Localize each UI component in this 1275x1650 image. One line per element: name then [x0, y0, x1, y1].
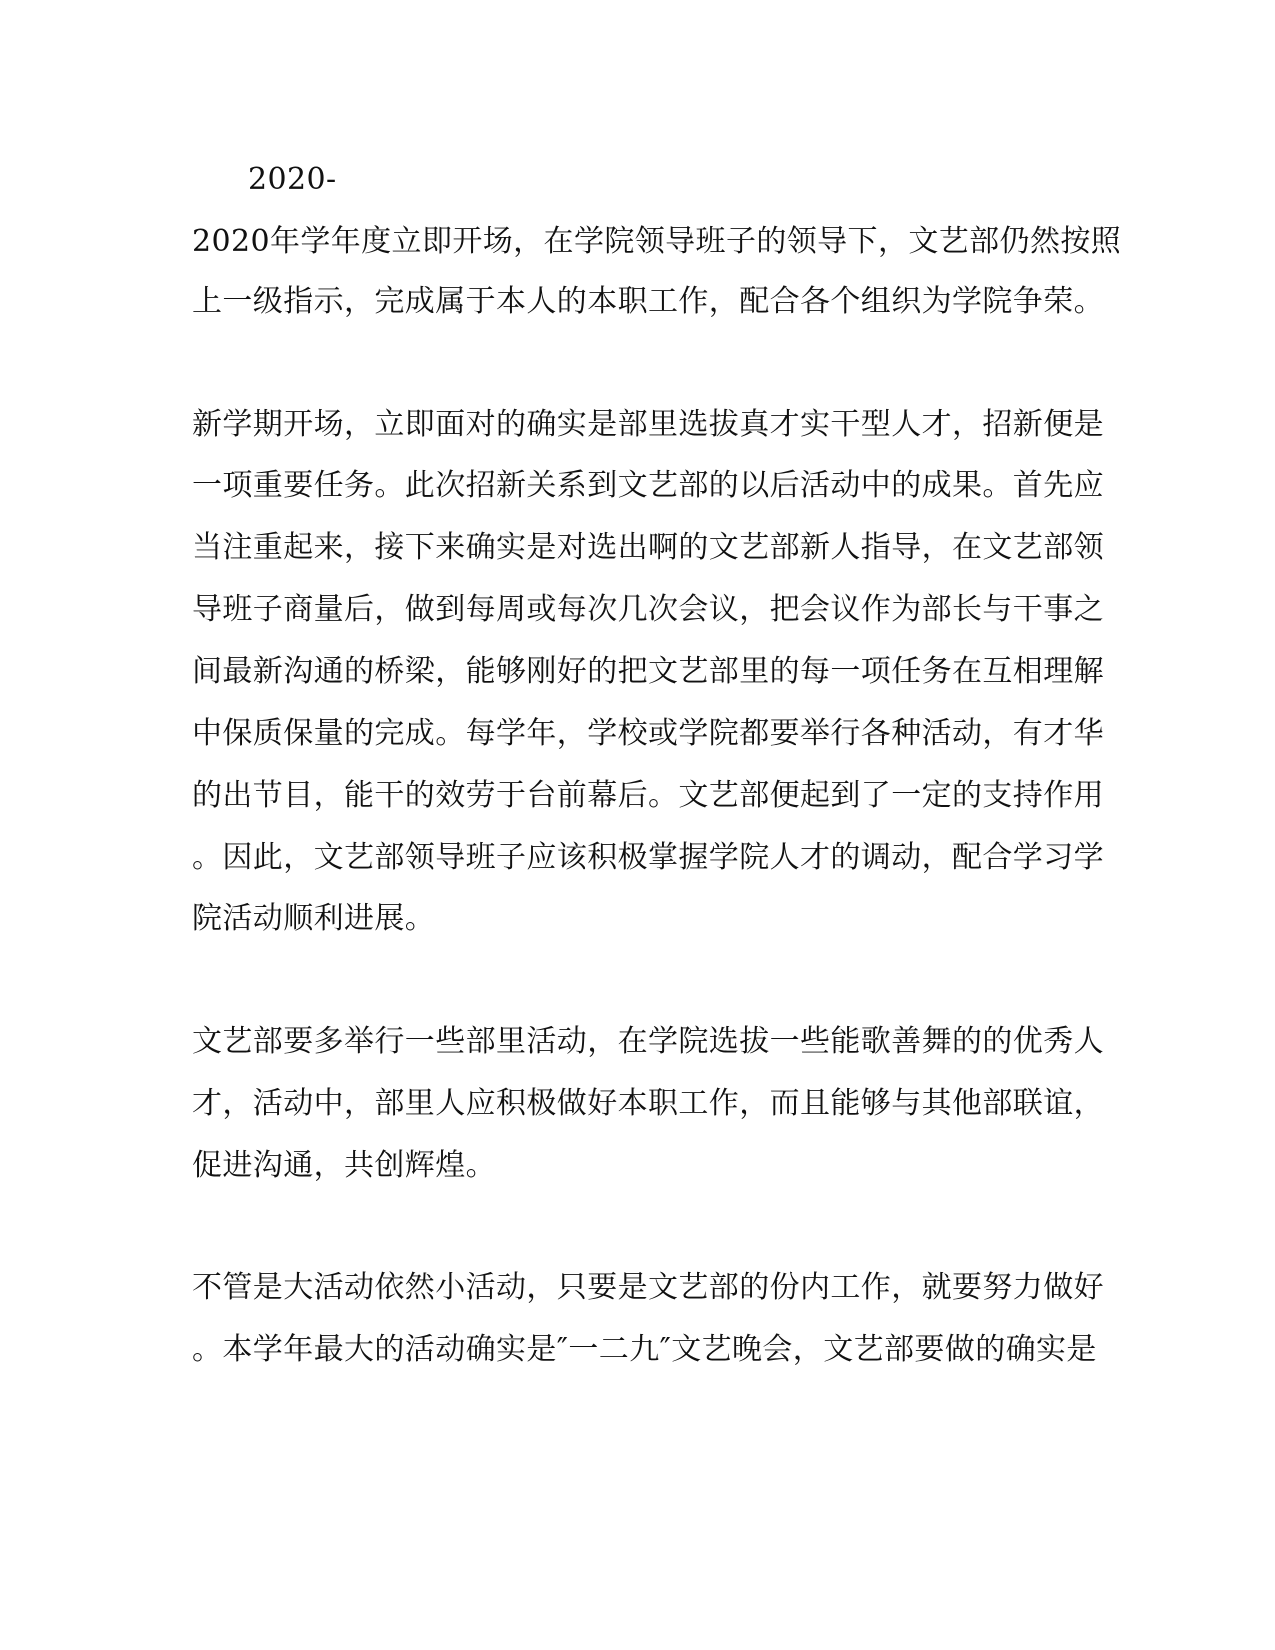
paragraph-2-line-8: 。因此，文艺部领导班子应该积极掌握学院人才的调动，配合学习学 [192, 840, 1104, 875]
paragraph-2-line-3: 当注重起来，接下来确实是对选出啊的文艺部新人指导，在文艺部领 [192, 530, 1104, 565]
paragraph-4-line-2: 。本学年最大的活动确实是″一二九″文艺晚会，文艺部要做的确实是 [192, 1332, 1097, 1367]
paragraph-2-line-7: 的出节目，能干的效劳于台前幕后。文艺部便起到了一定的支持作用 [192, 778, 1104, 813]
paragraph-1-line-1: 2020年学年度立即开场，在学院领导班子的领导下，文艺部仍然按照 [192, 224, 1122, 259]
paragraph-2-line-2: 一项重要任务。此次招新关系到文艺部的以后活动中的成果。首先应 [192, 468, 1104, 503]
paragraph-4-line-1: 不管是大活动依然小活动，只要是文艺部的份内工作，就要努力做好 [192, 1270, 1104, 1305]
paragraph-2-line-4: 导班子商量后，做到每周或每次几次会议，把会议作为部长与干事之 [192, 592, 1104, 627]
paragraph-3-line-1: 文艺部要多举行一些部里活动，在学院选拔一些能歌善舞的的优秀人 [192, 1024, 1104, 1059]
paragraph-3-line-3: 促进沟通，共创辉煌。 [192, 1148, 496, 1183]
year-fragment: 2020- [248, 162, 337, 197]
paragraph-1-line-2: 上一级指示，完成属于本人的本职工作，配合各个组织为学院争荣。 [192, 284, 1104, 319]
paragraph-2-line-9: 院活动顺利进展。 [192, 901, 436, 936]
paragraph-2-line-5: 间最新沟通的桥梁，能够刚好的把文艺部里的每一项任务在互相理解 [192, 654, 1104, 689]
paragraph-2-line-1: 新学期开场，立即面对的确实是部里选拔真才实干型人才，招新便是 [192, 407, 1104, 442]
paragraph-3-line-2: 才，活动中，部里人应积极做好本职工作，而且能够与其他部联谊， [192, 1086, 1104, 1121]
paragraph-2-line-6: 中保质保量的完成。每学年，学校或学院都要举行各种活动，有才华 [192, 716, 1104, 751]
